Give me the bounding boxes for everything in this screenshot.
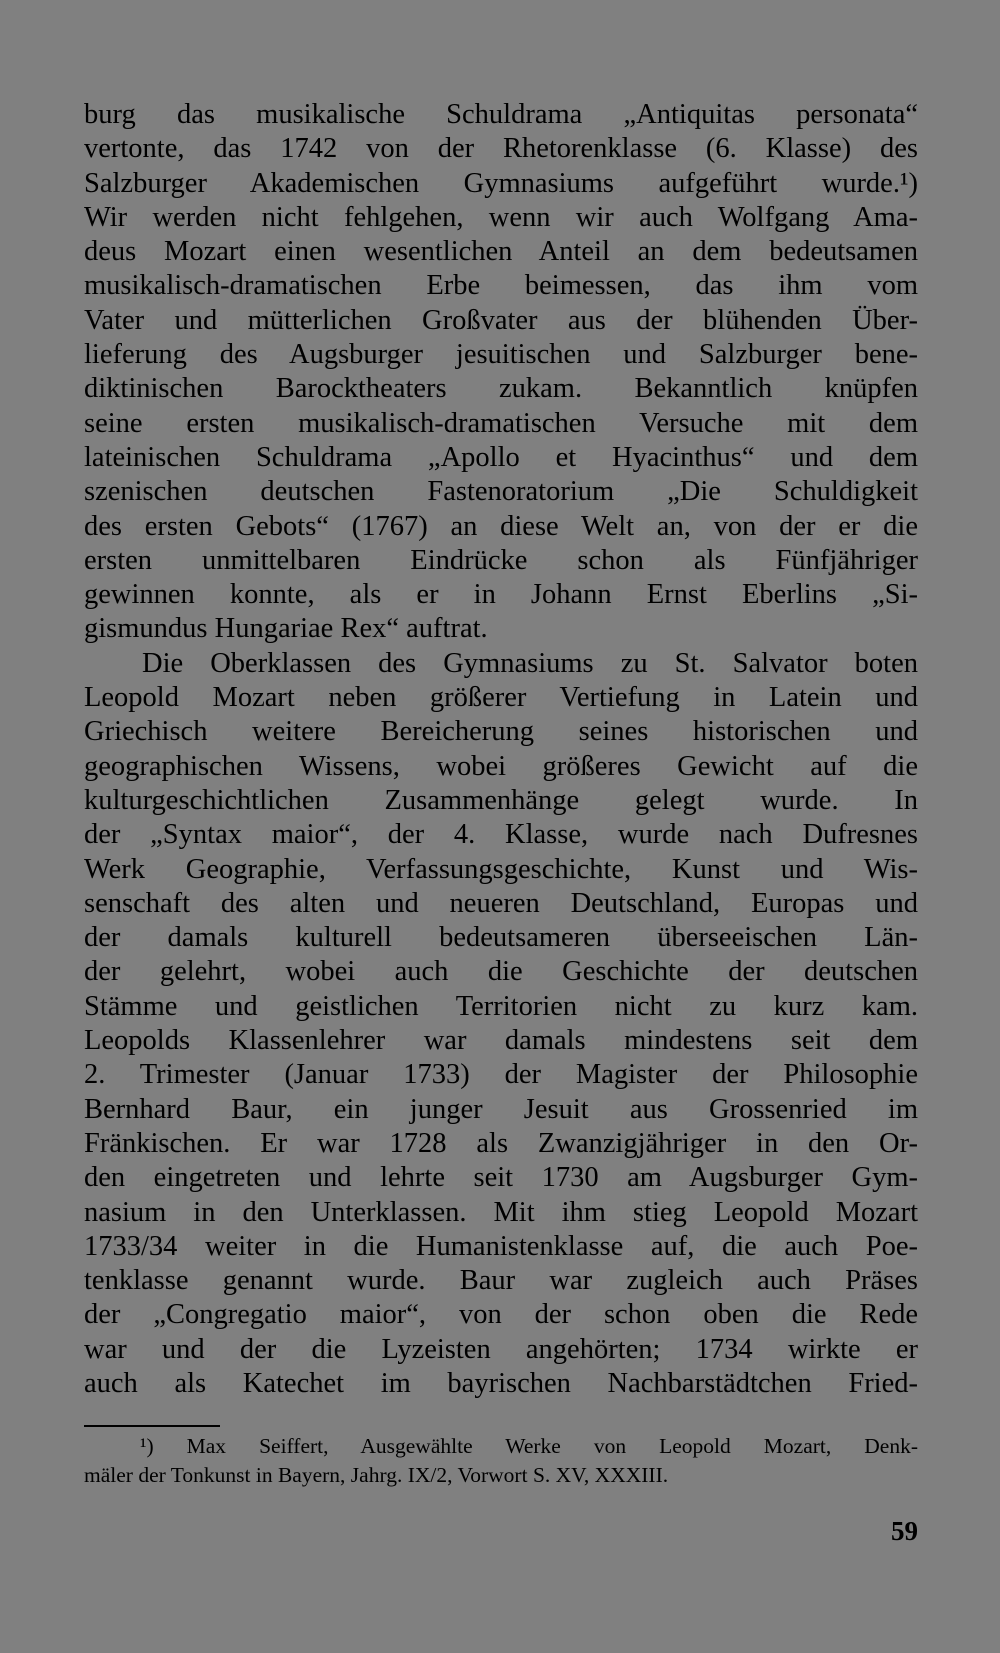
text-line: Bernhard Baur, ein junger Jesuit aus Grossenried im <box>84 1093 918 1125</box>
text-line: ersten unmittelbaren Eindrücke schon als Fünfjähriger <box>84 544 918 576</box>
text-line: nasium in den Unterklassen. Mit ihm stieg Leopold Mozart <box>84 1196 918 1228</box>
text-line: den eingetreten und lehrte seit 1730 am Augsburger Gym- <box>84 1162 918 1194</box>
text-line: szenischen deutschen Fastenoratorium „Die Schuldigkeit <box>84 476 918 508</box>
text-line: der gelehrt, wobei auch die Geschichte der deutschen <box>84 956 918 988</box>
text-line: geographischen Wissens, wobei größeres Gewicht auf die <box>84 750 918 782</box>
footnote-line: ¹) Max Seiffert, Ausgewählte Werke von Leopold Mozart, Denk- <box>140 1434 918 1458</box>
footnote-divider <box>84 1425 220 1427</box>
text-line: Leopolds Klassenlehrer war damals mindestens seit dem <box>84 1025 918 1057</box>
page-number: 59 <box>891 1516 918 1546</box>
text-line: gewinnen konnte, als er in Johann Ernst Eberlins „Si- <box>84 579 918 611</box>
text-line: 1733/34 weiter in die Humanistenklasse auf, die auch Poe- <box>84 1230 918 1262</box>
text-line: des ersten Gebots“ (1767) an diese Welt an, von der er die <box>84 510 918 542</box>
text-line: Leopold Mozart neben größerer Vertiefung in Latein und <box>84 682 918 714</box>
text-line: Stämme und geistlichen Territorien nicht zu kurz kam. <box>84 990 918 1022</box>
footnotes <box>84 1432 918 1490</box>
text-line: gismundus Hungariae Rex“ auftrat. <box>84 613 488 645</box>
text-line: Fränkischen. Er war 1728 als Zwanzigjähriger in den Or- <box>84 1127 918 1159</box>
text-line: deus Mozart einen wesentlichen Anteil an dem bedeutsamen <box>84 236 918 268</box>
text-line: Werk Geographie, Verfassungsgeschichte, Kunst und Wis- <box>84 853 918 885</box>
text-line: tenklasse genannt wurde. Baur war zugleich auch Präses <box>84 1265 918 1297</box>
text-line: lieferung des Augsburger jesuitischen und Salzburger bene- <box>84 339 918 371</box>
text-line: musikalisch-dramatischen Erbe beimessen, das ihm vom <box>84 270 918 302</box>
text-line: Salzburger Akademischen Gymnasiums aufgeführt wurde.¹) <box>84 167 918 199</box>
text-line: senschaft des alten und neueren Deutschland, Europas und <box>84 887 918 919</box>
text-line: seine ersten musikalisch-dramatischen Versuche mit dem <box>84 407 918 439</box>
text-line: kulturgeschichtlichen Zusammenhänge gelegt wurde. In <box>84 784 918 816</box>
text-line: Griechisch weitere Bereicherung seines historischen und <box>84 716 918 748</box>
text-line: vertonte, das 1742 von der Rhetorenklasse (6. Klasse) des <box>84 133 918 165</box>
text-line: Die Oberklassen des Gymnasiums zu St. Salvator boten <box>142 647 918 679</box>
text-line: auch als Katechet im bayrischen Nachbarstädtchen Fried- <box>84 1367 918 1399</box>
text-line: burg das musikalische Schuldrama „Antiquitas personata“ <box>84 99 918 130</box>
text-line: der damals kulturell bedeutsameren überseeischen Län- <box>84 922 918 954</box>
text-line: Vater und mütterlichen Großvater aus der blühenden Über- <box>84 304 918 336</box>
text-line: lateinischen Schuldrama „Apollo et Hyacinthus“ und dem <box>84 441 918 473</box>
footnote-line: mäler der Tonkunst in Bayern, Jahrg. IX/2, Vorwort S. XV, XXXIII. <box>84 1463 669 1487</box>
text-line: der „Syntax maior“, der 4. Klasse, wurde nach Dufresnes <box>84 819 918 851</box>
text-line: diktinischen Barocktheaters zukam. Bekanntlich knüpfen <box>84 373 918 405</box>
text-line: der „Congregatio maior“, von der schon oben die Rede <box>84 1299 918 1331</box>
text-line: Wir werden nicht fehlgehen, wenn wir auch Wolfgang Ama- <box>84 201 918 233</box>
text-line: war und der die Lyzeisten angehörten; 1734 wirkte er <box>84 1333 918 1365</box>
main-text <box>84 98 918 1401</box>
text-line: 2. Trimester (Januar 1733) der Magister der Philosophie <box>84 1059 918 1091</box>
